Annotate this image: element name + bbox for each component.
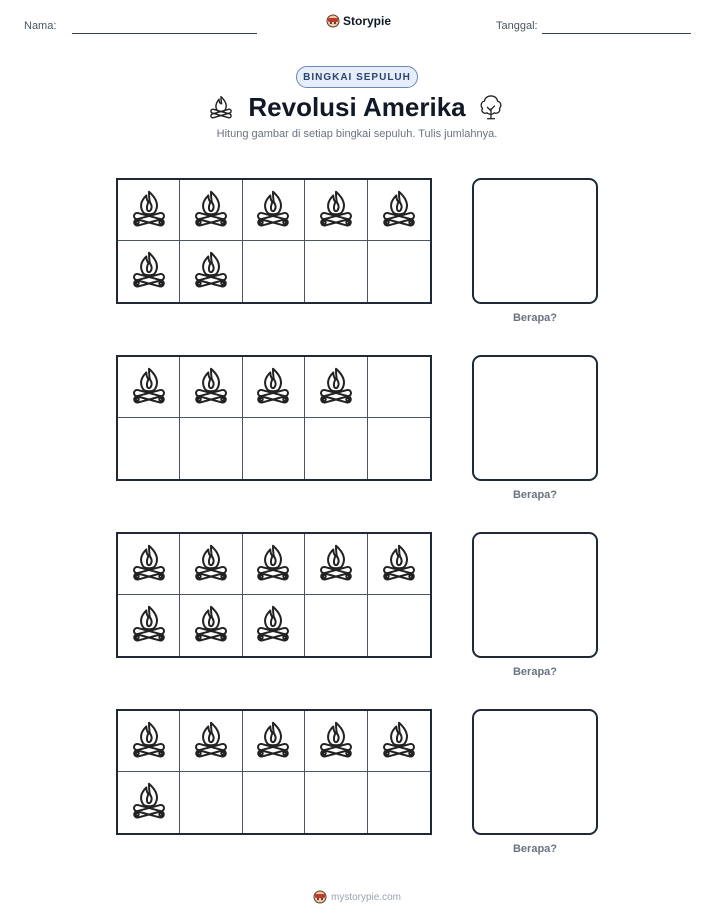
footer [0, 889, 714, 905]
ten-frame-cell [305, 595, 367, 656]
campfire-icon [193, 719, 229, 764]
ten-frame-cell [368, 241, 430, 302]
campfire-icon [255, 188, 291, 233]
date-line[interactable] [542, 33, 691, 34]
ten-frame-cell [368, 534, 430, 595]
ten-frame [116, 709, 432, 835]
instructions: Hitung gambar di setiap bingkai sepuluh. Tulis jumlahnya. [216, 128, 498, 140]
ten-frame-cell [243, 595, 305, 656]
ten-frame-cell [118, 711, 180, 772]
ten-frame-cell [118, 241, 180, 302]
campfire-icon [381, 542, 417, 587]
ten-frame-cell [368, 357, 430, 418]
campfire-icon [131, 542, 167, 587]
ten-frame-cell [180, 180, 242, 241]
ten-frame-cell [180, 534, 242, 595]
ten-frame-cell [305, 357, 367, 418]
ten-frame-cell [180, 357, 242, 418]
answer-label: Berapa? [512, 312, 558, 324]
campfire-icon [193, 249, 229, 294]
campfire-icon [255, 542, 291, 587]
ten-frame-cell [243, 534, 305, 595]
campfire-icon [381, 188, 417, 233]
campfire-icon [193, 603, 229, 648]
ten-frame [116, 355, 432, 481]
campfire-icon [255, 603, 291, 648]
campfire-icon [193, 542, 229, 587]
ten-frame-cell [368, 418, 430, 479]
ten-frame-cell [305, 534, 367, 595]
campfire-icon [318, 365, 354, 410]
ten-frame [116, 532, 432, 658]
ten-frame-cell [118, 595, 180, 656]
ten-frame-cell [243, 772, 305, 833]
campfire-icon [193, 365, 229, 410]
ten-frame-cell [243, 357, 305, 418]
campfire-icon [131, 249, 167, 294]
campfire-icon [131, 603, 167, 648]
brand-name: Storypie [343, 14, 392, 28]
ten-frame-cell [368, 595, 430, 656]
ten-frame-cell [118, 534, 180, 595]
ten-frame-cell [180, 772, 242, 833]
ten-frame-cell [243, 180, 305, 241]
answer-box[interactable] [472, 709, 598, 835]
campfire-icon [255, 719, 291, 764]
campfire-icon [318, 542, 354, 587]
campfire-icon [318, 188, 354, 233]
ten-frame-cell [243, 711, 305, 772]
ten-frame-cell [118, 418, 180, 479]
ten-frame-cell [305, 180, 367, 241]
ten-frame-cell [118, 180, 180, 241]
ten-frame-cell [305, 241, 367, 302]
campfire-icon [318, 719, 354, 764]
ten-frame-cell [243, 241, 305, 302]
campfire-icon [131, 719, 167, 764]
worksheet-type-badge: BINGKAI SEPULUH [296, 66, 418, 88]
ten-frame-cell [118, 772, 180, 833]
campfire-icon [131, 780, 167, 825]
campfire-icon [131, 365, 167, 410]
ten-frame-cell [180, 711, 242, 772]
mascot-icon [326, 13, 340, 29]
ten-frame-cell [368, 711, 430, 772]
answer-label: Berapa? [512, 843, 558, 855]
tree-icon [478, 93, 504, 121]
ten-frame-cell [305, 772, 367, 833]
answer-label: Berapa? [512, 489, 558, 501]
ten-frame-cell [180, 595, 242, 656]
name-line[interactable] [72, 33, 257, 34]
campfire-icon [193, 188, 229, 233]
ten-frame-cell [118, 357, 180, 418]
campfire-icon [131, 188, 167, 233]
footer-url: mystorypie.com [330, 891, 401, 903]
mascot-icon [313, 889, 327, 905]
name-label: Nama: [24, 20, 57, 32]
answer-box[interactable] [472, 532, 598, 658]
answer-box[interactable] [472, 178, 598, 304]
ten-frame-cell [180, 241, 242, 302]
answer-label: Berapa? [512, 666, 558, 678]
ten-frame-cell [305, 418, 367, 479]
campfire-icon [255, 365, 291, 410]
answer-box[interactable] [472, 355, 598, 481]
campfire-icon [381, 719, 417, 764]
ten-frame-cell [305, 711, 367, 772]
date-label: Tanggal: [496, 20, 538, 32]
ten-frame-cell [368, 772, 430, 833]
ten-frame-cell [180, 418, 242, 479]
ten-frame-cell [368, 180, 430, 241]
page-title: Revolusi Amerika [248, 92, 466, 122]
ten-frame-cell [243, 418, 305, 479]
ten-frame [116, 178, 432, 304]
brand-logo [326, 13, 391, 29]
